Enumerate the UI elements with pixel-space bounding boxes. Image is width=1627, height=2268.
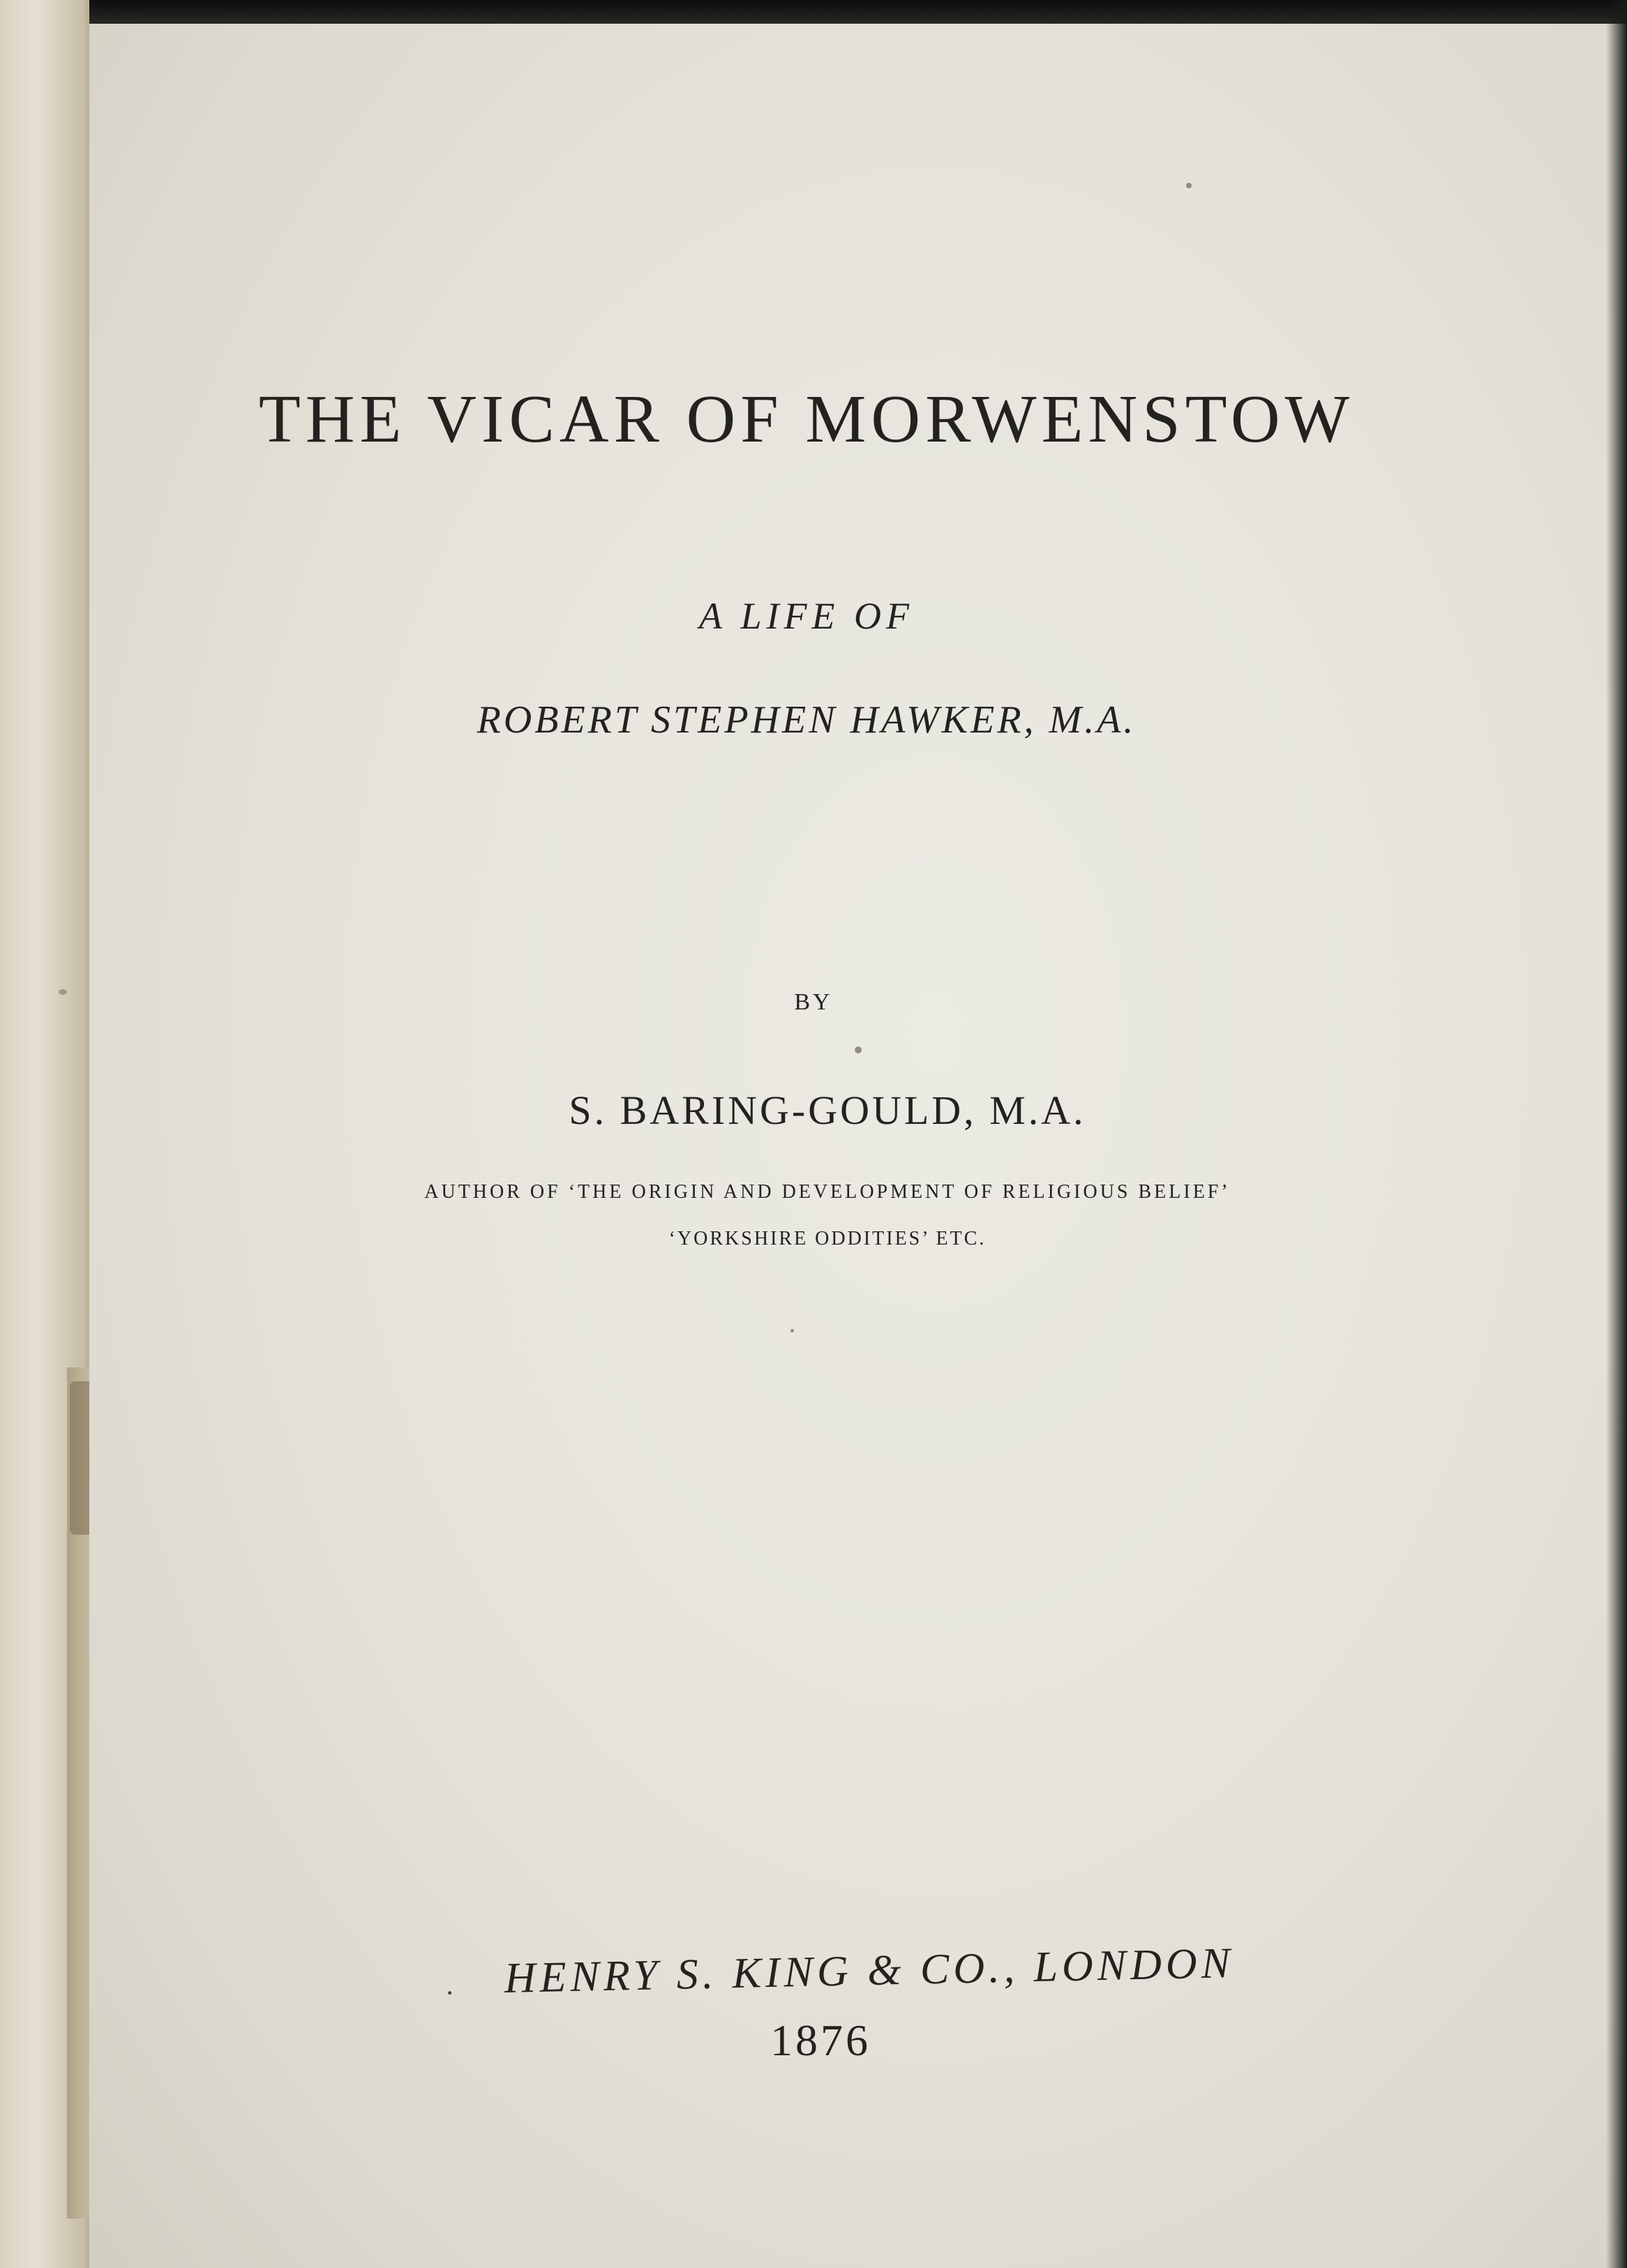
title-page (89, 21, 1627, 2268)
paper-speck (790, 1329, 794, 1332)
top-shadow (89, 0, 1627, 24)
author-name: S. BARING-GOULD, M.A. (569, 1088, 1086, 1133)
publication-year: 1876 (770, 2015, 871, 2065)
publisher-bullet: · (445, 1977, 455, 2008)
by-line: BY (794, 989, 833, 1015)
publisher-imprint: HENRY S. KING & CO., LONDON (504, 1939, 1235, 2002)
author-credits-line-2: ‘YORKSHIRE ODDITIES’ ETC. (668, 1228, 987, 1249)
paper-speck (855, 1046, 862, 1053)
book-subject: ROBERT STEPHEN HAWKER, M.A. (477, 698, 1137, 742)
book-title: THE VICAR OF MORWENSTOW (258, 382, 1355, 457)
right-shadow (1606, 0, 1627, 2268)
author-credits-line-1: AUTHOR OF ‘THE ORIGIN AND DEVELOPMENT OF RELIGIOUS BELIEF’ (424, 1181, 1231, 1203)
book-subtitle: A LIFE OF (699, 595, 914, 637)
paper-speck (1186, 183, 1192, 188)
